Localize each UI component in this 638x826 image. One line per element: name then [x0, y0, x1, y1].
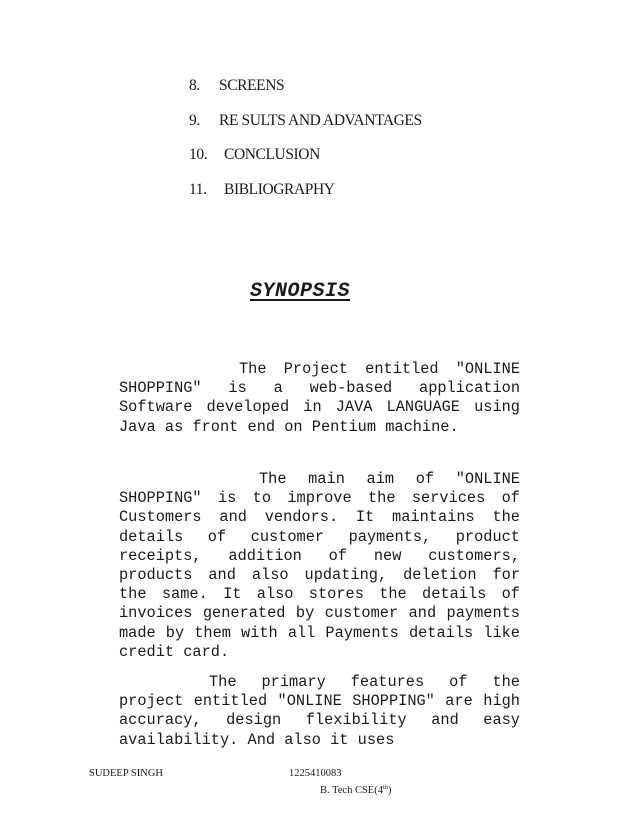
toc-item	[189, 76, 422, 111]
toc-item-number: 10.	[189, 146, 208, 163]
section-heading: SYNOPSIS	[249, 280, 350, 303]
toc-item-label: BIBLIOGRAPHY	[224, 180, 335, 198]
toc-item-number: 8.	[189, 77, 200, 94]
footer-course-close: )	[388, 785, 392, 796]
toc-item-label: SCREENS	[219, 77, 285, 94]
toc-item-label: CONCLUSION	[224, 146, 320, 163]
table-of-contents	[189, 76, 422, 214]
synopsis-paragraph	[119, 360, 520, 437]
footer-course	[320, 782, 392, 797]
paragraph-text: The main aim of "ONLINE SHOPPING" is to improve the services of Customers and vendors. It maintains the details of customer payments, product receipts, addition of new customers, products and also updating, deletion for the same. It also stores the details of invoices generated by customer and payments made by them with all Payments details like credit card.	[119, 470, 520, 661]
toc-item-number: 11.	[189, 180, 207, 198]
toc-item-label: RE SULTS AND ADVANTAGES	[219, 111, 422, 129]
footer-author-name: SUDEEP SINGH	[89, 768, 163, 779]
synopsis-paragraph	[119, 673, 520, 750]
toc-item	[189, 180, 422, 215]
footer-roll-number: 1225410083	[289, 768, 342, 779]
footer-course-text: B. Tech CSE(4	[320, 785, 383, 796]
synopsis-paragraph	[119, 470, 520, 662]
toc-item	[189, 111, 422, 146]
paragraph-text: The Project entitled "ONLINE SHOPPING" is a web-based application Software developed in JAVA LANGUAGE using Java as front end on Pentium machine.	[119, 360, 520, 436]
toc-item-number: 9.	[189, 111, 200, 129]
toc-item	[189, 145, 422, 180]
paragraph-text: The primary features of the project entitled "ONLINE SHOPPING" are high accuracy, design flexibility and easy availability. And also it uses	[119, 673, 520, 749]
footer-course-superscript: th	[382, 784, 389, 791]
